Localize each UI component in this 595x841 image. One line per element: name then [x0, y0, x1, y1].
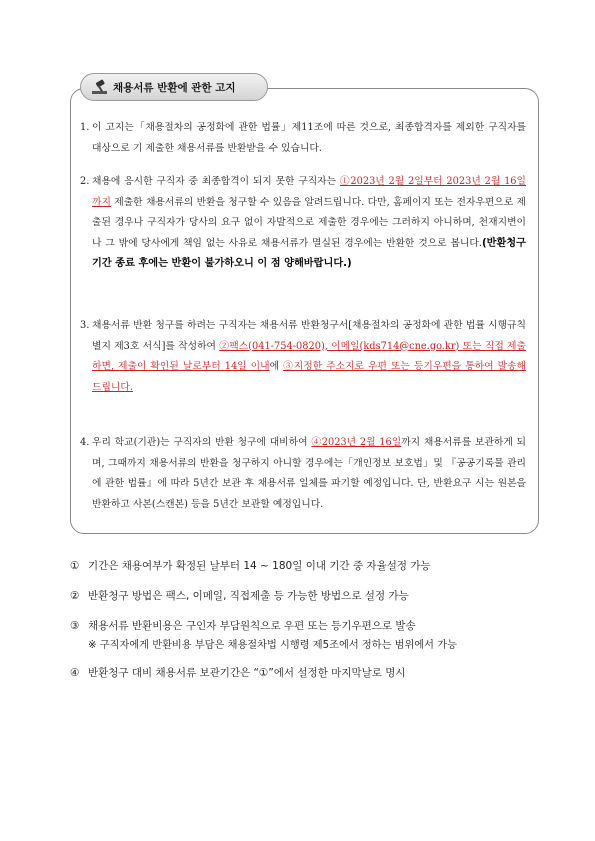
note-1: ① 기간은 채용여부가 확정된 날부터 14 ~ 180일 이내 기간 중 자율설정 가능: [70, 560, 431, 572]
request-method: ②팩스(041-754-0820), 이메일(kds714@cne.go.kr) 또는 직접 제출하면, 제출이 확인된 날로부터 14일 이내: [92, 340, 526, 372]
notice-item-2: 2. 채용에 응시한 구직자 중 최종합격이 되지 못한 구직자는 ①2023년 2월 2일부터 2023년 2월 16일까지 제출한 채용서류의 반환을 청구할 수 있음을 알려드립니다. 다만, 홈페이지 또는 전자우편으로 제출된 경우나 구직자가 당사의 요구 없이 자발적으로 제출한 경우에는 그러하지 아니하며, 천재지변이나 그 밖에 당사에게 책임 없는 사유로 채용서류가 멸실된 경우에는 반환한 것으로 봅니다.(반환청구기간 종료 후에는 반환이 불가하오니 이 점 양해바랍니다.): [80, 176, 526, 269]
warning-text: (반환청구기간 종료 후에는 반환이 불가하오니 이 점 양해바랍니다.): [92, 237, 526, 269]
notice-item-3: 3. 채용서류 반환 청구를 하려는 구직자는 채용서류 반환청구서[채용절차의 공정화에 관한 법률 시행규칙 별지 제3호 서식]를 작성하여 ②팩스(041-754-0820), 이메일(kds714@cne.go.kr) 또는 직접 제출하면, 제출이 확인된 날로부터 14일 이내에 ③지정한 주소지로 우편 또는 등기우편을 통하여 발송해 드립니다.: [80, 320, 527, 393]
gavel-icon: [89, 78, 111, 96]
notice-title: 채용서류 반환에 관한 고지: [113, 81, 236, 94]
note-2: ② 반환청구 방법은 팩스, 이메일, 직접제출 등 가능한 방법으로 설정 가능: [70, 590, 409, 602]
notice-item-4: 4. 우리 학교(기관)는 구직자의 반환 청구에 대비하여 ④2023년 2월 16일까지 채용서류를 보관하게 되며, 그때까지 채용서류의 반환을 청구하지 아니할 경우에는「개인정보 보호법」및 『공공기록물 관리에 관한 법률』에 따라 5년간 보관 후 채용서류 일체를 파기할 예정입니다. 단, 반환요구 시는 원본을 반환하고 사본(스캔본) 등을 5년간 보관할 예정입니다.: [80, 437, 526, 510]
note-3-sub: ※ 구직자에게 반환비용 부담은 채용절차법 시행령 제5조에서 정하는 범위에서 가능: [88, 640, 457, 651]
storage-deadline: ④2023년 2월 16일: [311, 437, 402, 448]
notice-item-1: 1. 이 고지는「채용절차의 공정화에 관한 법률」제11조에 따른 것으로, 최종합격자를 제외한 구직자를 대상으로 기 제출한 채용서류를 반환받을 수 있습니다.: [80, 122, 526, 154]
note-4: ④ 반환청구 대비 채용서류 보관기간은 “①”에서 설정한 마지막날로 명시: [70, 667, 406, 679]
return-method: ③지정한 주소지로 우편 또는 등기우편을 통하여 발송해 드립니다.: [92, 361, 527, 393]
note-3: ③ 채용서류 반환비용은 구인자 부담원칙으로 우편 또는 등기우편으로 발송: [70, 620, 416, 632]
return-period: ①2023년 2월 2일부터 2023년 2월 16일까지: [92, 176, 526, 208]
notice-title-tab: [80, 73, 268, 101]
